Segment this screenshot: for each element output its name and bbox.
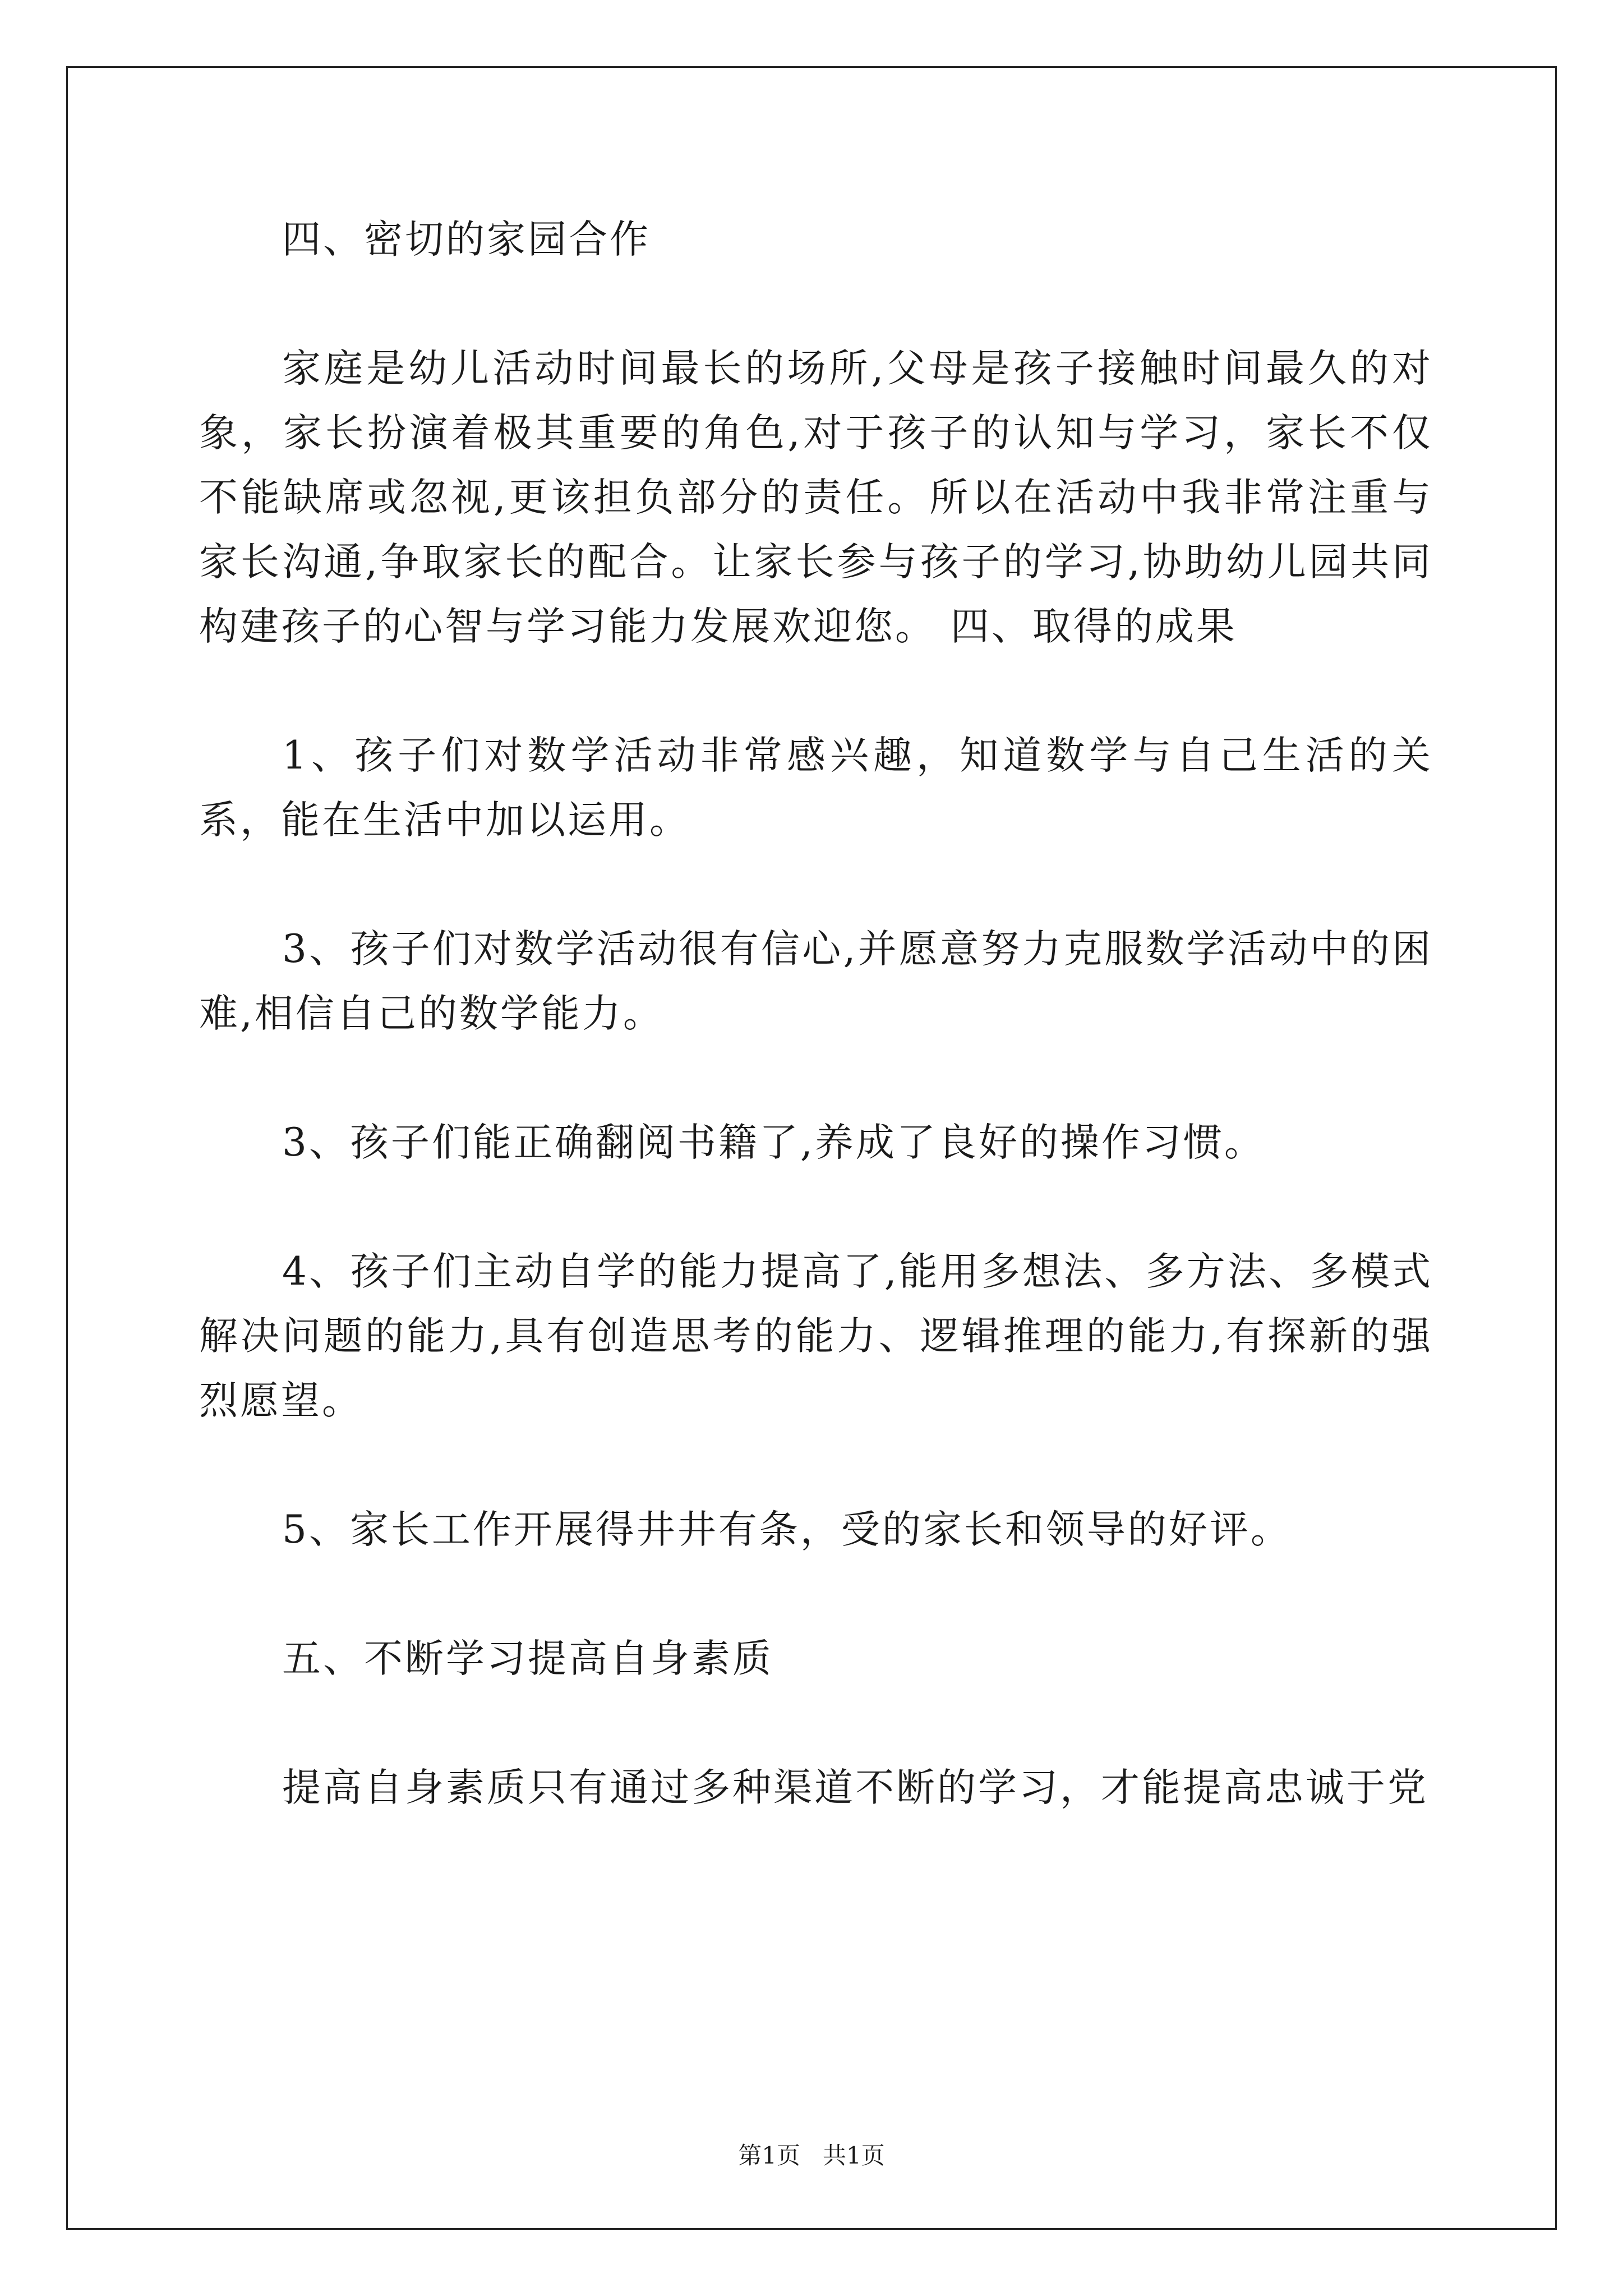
paragraph-self-improvement: 提高自身素质只有通过多种渠道不断的学习，才能提高忠诚于党 — [282, 1765, 1428, 1810]
page-number-current: 第1页 — [738, 2142, 800, 2169]
page-footer — [0, 2142, 1623, 2170]
section-heading-home-school: 四、密切的家园合作 — [282, 217, 651, 262]
list-item-result-3: 3、孩子们能正确翻阅书籍了,养成了良好的操作习惯。 — [282, 1120, 1265, 1165]
document-body — [199, 208, 1433, 1820]
page-number-total: 共1页 — [823, 2142, 885, 2169]
list-item-result-2: 3、孩子们对数学活动很有信心,并愿意努力克服数学活动中的困难,相信自己的数学能力。 — [199, 927, 1433, 1036]
list-item-result-4: 4、孩子们主动自学的能力提高了,能用多想法、多方法、多模式解决问题的能力,具有创造思考的能力、逻辑推理的能力,有探新的强烈愿望。 — [199, 1249, 1433, 1423]
section-heading-self-improvement: 五、不断学习提高自身素质 — [282, 1636, 773, 1681]
paragraph-family-role: 家庭是幼儿活动时间最长的场所,父母是孩子接触时间最久的对象，家长扮演着极其重要的角色,对于孩子的认知与学习，家长不仅不能缺席或忽视,更该担负部分的责任。所以在活动中我非常注重与家长沟通,争取家长的配合。让家长参与孩子的学习,协助幼儿园共同构建孩子的心智与学习能力发展欢迎您。 四、取得的成果 — [199, 346, 1433, 649]
list-item-result-5: 5、家长工作开展得井井有条，受的家长和领导的好评。 — [282, 1507, 1292, 1552]
list-item-result-1: 1、孩子们对数学活动非常感兴趣，知道数学与自己生活的关系，能在生活中加以运用。 — [199, 733, 1433, 843]
